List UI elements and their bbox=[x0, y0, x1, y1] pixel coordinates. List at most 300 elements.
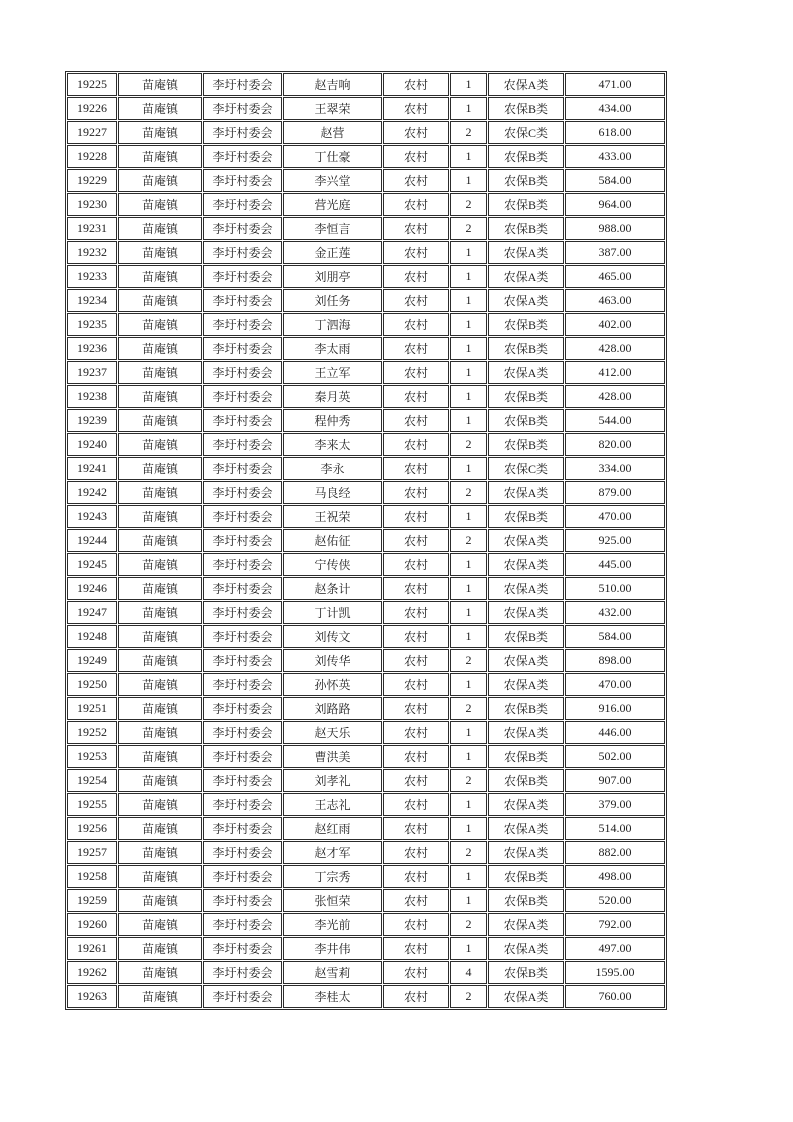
cell-village: 李圩村委会 bbox=[203, 889, 282, 912]
cell-insurance-class: 农保B类 bbox=[488, 865, 564, 888]
cell-village: 李圩村委会 bbox=[203, 985, 282, 1008]
table-row bbox=[67, 217, 665, 240]
cell-town: 苗庵镇 bbox=[118, 961, 202, 984]
table-row bbox=[67, 673, 665, 696]
cell-insurance-class: 农保A类 bbox=[488, 289, 564, 312]
cell-town: 苗庵镇 bbox=[118, 985, 202, 1008]
cell-town: 苗庵镇 bbox=[118, 841, 202, 864]
cell-town: 苗庵镇 bbox=[118, 937, 202, 960]
cell-insurance-class: 农保A类 bbox=[488, 793, 564, 816]
cell-amount: 520.00 bbox=[565, 889, 665, 912]
cell-record-id: 19247 bbox=[67, 601, 117, 624]
table-row bbox=[67, 625, 665, 648]
cell-insurance-class: 农保B类 bbox=[488, 217, 564, 240]
cell-town: 苗庵镇 bbox=[118, 649, 202, 672]
cell-person-name: 李来太 bbox=[283, 433, 382, 456]
cell-person-count: 1 bbox=[450, 625, 487, 648]
cell-insurance-class: 农保A类 bbox=[488, 577, 564, 600]
cell-person-name: 赵红雨 bbox=[283, 817, 382, 840]
cell-record-id: 19251 bbox=[67, 697, 117, 720]
cell-insurance-class: 农保B类 bbox=[488, 313, 564, 336]
cell-person-name: 曹洪美 bbox=[283, 745, 382, 768]
cell-residence-type: 农村 bbox=[383, 529, 449, 552]
cell-village: 李圩村委会 bbox=[203, 193, 282, 216]
cell-residence-type: 农村 bbox=[383, 625, 449, 648]
cell-amount: 412.00 bbox=[565, 361, 665, 384]
cell-person-count: 1 bbox=[450, 313, 487, 336]
cell-record-id: 19261 bbox=[67, 937, 117, 960]
cell-person-count: 1 bbox=[450, 145, 487, 168]
table-row bbox=[67, 169, 665, 192]
cell-town: 苗庵镇 bbox=[118, 457, 202, 480]
cell-person-name: 丁宗秀 bbox=[283, 865, 382, 888]
cell-residence-type: 农村 bbox=[383, 721, 449, 744]
cell-person-count: 1 bbox=[450, 937, 487, 960]
cell-record-id: 19257 bbox=[67, 841, 117, 864]
cell-insurance-class: 农保A类 bbox=[488, 937, 564, 960]
cell-village: 李圩村委会 bbox=[203, 457, 282, 480]
cell-person-name: 秦月英 bbox=[283, 385, 382, 408]
cell-record-id: 19256 bbox=[67, 817, 117, 840]
cell-record-id: 19231 bbox=[67, 217, 117, 240]
cell-amount: 584.00 bbox=[565, 625, 665, 648]
cell-village: 李圩村委会 bbox=[203, 481, 282, 504]
cell-person-name: 丁泗海 bbox=[283, 313, 382, 336]
table-row bbox=[67, 913, 665, 936]
cell-record-id: 19263 bbox=[67, 985, 117, 1008]
cell-amount: 463.00 bbox=[565, 289, 665, 312]
cell-town: 苗庵镇 bbox=[118, 769, 202, 792]
cell-amount: 434.00 bbox=[565, 97, 665, 120]
cell-town: 苗庵镇 bbox=[118, 337, 202, 360]
cell-residence-type: 农村 bbox=[383, 313, 449, 336]
cell-record-id: 19259 bbox=[67, 889, 117, 912]
cell-insurance-class: 农保B类 bbox=[488, 961, 564, 984]
cell-residence-type: 农村 bbox=[383, 385, 449, 408]
cell-residence-type: 农村 bbox=[383, 361, 449, 384]
cell-person-name: 赵佑征 bbox=[283, 529, 382, 552]
cell-town: 苗庵镇 bbox=[118, 145, 202, 168]
cell-town: 苗庵镇 bbox=[118, 217, 202, 240]
cell-person-count: 2 bbox=[450, 769, 487, 792]
cell-insurance-class: 农保A类 bbox=[488, 553, 564, 576]
cell-person-name: 王祝荣 bbox=[283, 505, 382, 528]
cell-person-count: 1 bbox=[450, 865, 487, 888]
cell-village: 李圩村委会 bbox=[203, 817, 282, 840]
cell-amount: 334.00 bbox=[565, 457, 665, 480]
cell-village: 李圩村委会 bbox=[203, 433, 282, 456]
table-row bbox=[67, 265, 665, 288]
cell-amount: 433.00 bbox=[565, 145, 665, 168]
cell-amount: 446.00 bbox=[565, 721, 665, 744]
cell-amount: 925.00 bbox=[565, 529, 665, 552]
cell-person-name: 马良经 bbox=[283, 481, 382, 504]
table-row bbox=[67, 985, 665, 1008]
cell-record-id: 19240 bbox=[67, 433, 117, 456]
cell-residence-type: 农村 bbox=[383, 193, 449, 216]
cell-amount: 514.00 bbox=[565, 817, 665, 840]
cell-person-name: 金正莲 bbox=[283, 241, 382, 264]
cell-record-id: 19235 bbox=[67, 313, 117, 336]
cell-record-id: 19244 bbox=[67, 529, 117, 552]
cell-person-count: 1 bbox=[450, 889, 487, 912]
cell-town: 苗庵镇 bbox=[118, 241, 202, 264]
cell-village: 李圩村委会 bbox=[203, 169, 282, 192]
cell-residence-type: 农村 bbox=[383, 673, 449, 696]
cell-insurance-class: 农保B类 bbox=[488, 193, 564, 216]
table-row bbox=[67, 193, 665, 216]
cell-insurance-class: 农保A类 bbox=[488, 985, 564, 1008]
cell-person-count: 2 bbox=[450, 913, 487, 936]
cell-person-count: 1 bbox=[450, 793, 487, 816]
cell-person-name: 刘传文 bbox=[283, 625, 382, 648]
table-row bbox=[67, 889, 665, 912]
cell-town: 苗庵镇 bbox=[118, 577, 202, 600]
cell-amount: 465.00 bbox=[565, 265, 665, 288]
cell-residence-type: 农村 bbox=[383, 649, 449, 672]
cell-residence-type: 农村 bbox=[383, 769, 449, 792]
cell-insurance-class: 农保B类 bbox=[488, 769, 564, 792]
cell-person-name: 李兴堂 bbox=[283, 169, 382, 192]
cell-record-id: 19241 bbox=[67, 457, 117, 480]
cell-residence-type: 农村 bbox=[383, 73, 449, 96]
cell-insurance-class: 农保A类 bbox=[488, 673, 564, 696]
table-row bbox=[67, 121, 665, 144]
cell-village: 李圩村委会 bbox=[203, 745, 282, 768]
cell-town: 苗庵镇 bbox=[118, 793, 202, 816]
cell-village: 李圩村委会 bbox=[203, 649, 282, 672]
cell-person-name: 孙怀英 bbox=[283, 673, 382, 696]
cell-insurance-class: 农保A类 bbox=[488, 481, 564, 504]
table-row bbox=[67, 241, 665, 264]
cell-insurance-class: 农保B类 bbox=[488, 409, 564, 432]
cell-residence-type: 农村 bbox=[383, 841, 449, 864]
cell-insurance-class: 农保A类 bbox=[488, 721, 564, 744]
table-row bbox=[67, 649, 665, 672]
cell-person-count: 1 bbox=[450, 289, 487, 312]
cell-record-id: 19228 bbox=[67, 145, 117, 168]
cell-village: 李圩村委会 bbox=[203, 769, 282, 792]
cell-insurance-class: 农保A类 bbox=[488, 649, 564, 672]
cell-insurance-class: 农保C类 bbox=[488, 121, 564, 144]
table-row bbox=[67, 481, 665, 504]
cell-person-name: 赵条计 bbox=[283, 577, 382, 600]
cell-record-id: 19249 bbox=[67, 649, 117, 672]
cell-person-count: 1 bbox=[450, 337, 487, 360]
cell-person-name: 刘孝礼 bbox=[283, 769, 382, 792]
cell-town: 苗庵镇 bbox=[118, 361, 202, 384]
cell-person-name: 张恒荣 bbox=[283, 889, 382, 912]
cell-residence-type: 农村 bbox=[383, 409, 449, 432]
cell-insurance-class: 农保A类 bbox=[488, 265, 564, 288]
cell-residence-type: 农村 bbox=[383, 505, 449, 528]
table-row bbox=[67, 865, 665, 888]
cell-person-name: 李桂太 bbox=[283, 985, 382, 1008]
cell-person-count: 2 bbox=[450, 649, 487, 672]
cell-record-id: 19225 bbox=[67, 73, 117, 96]
cell-residence-type: 农村 bbox=[383, 553, 449, 576]
cell-residence-type: 农村 bbox=[383, 697, 449, 720]
cell-record-id: 19233 bbox=[67, 265, 117, 288]
cell-amount: 387.00 bbox=[565, 241, 665, 264]
cell-record-id: 19258 bbox=[67, 865, 117, 888]
cell-person-name: 李井伟 bbox=[283, 937, 382, 960]
cell-amount: 898.00 bbox=[565, 649, 665, 672]
cell-insurance-class: 农保A类 bbox=[488, 841, 564, 864]
cell-record-id: 19253 bbox=[67, 745, 117, 768]
cell-village: 李圩村委会 bbox=[203, 361, 282, 384]
cell-insurance-class: 农保B类 bbox=[488, 625, 564, 648]
cell-town: 苗庵镇 bbox=[118, 553, 202, 576]
cell-residence-type: 农村 bbox=[383, 145, 449, 168]
cell-residence-type: 农村 bbox=[383, 601, 449, 624]
cell-village: 李圩村委会 bbox=[203, 841, 282, 864]
table-row bbox=[67, 961, 665, 984]
cell-residence-type: 农村 bbox=[383, 577, 449, 600]
cell-person-count: 1 bbox=[450, 361, 487, 384]
table-row bbox=[67, 457, 665, 480]
cell-person-count: 1 bbox=[450, 673, 487, 696]
cell-residence-type: 农村 bbox=[383, 97, 449, 120]
cell-record-id: 19246 bbox=[67, 577, 117, 600]
cell-person-name: 赵吉响 bbox=[283, 73, 382, 96]
cell-person-count: 1 bbox=[450, 97, 487, 120]
cell-residence-type: 农村 bbox=[383, 745, 449, 768]
cell-village: 李圩村委会 bbox=[203, 409, 282, 432]
cell-amount: 470.00 bbox=[565, 505, 665, 528]
cell-person-count: 1 bbox=[450, 409, 487, 432]
cell-person-name: 李恒言 bbox=[283, 217, 382, 240]
cell-village: 李圩村委会 bbox=[203, 289, 282, 312]
table-row bbox=[67, 97, 665, 120]
cell-amount: 907.00 bbox=[565, 769, 665, 792]
cell-person-count: 1 bbox=[450, 457, 487, 480]
cell-amount: 879.00 bbox=[565, 481, 665, 504]
cell-insurance-class: 农保B类 bbox=[488, 697, 564, 720]
cell-person-count: 2 bbox=[450, 985, 487, 1008]
cell-town: 苗庵镇 bbox=[118, 409, 202, 432]
cell-town: 苗庵镇 bbox=[118, 673, 202, 696]
cell-insurance-class: 农保B类 bbox=[488, 745, 564, 768]
cell-person-count: 1 bbox=[450, 553, 487, 576]
cell-town: 苗庵镇 bbox=[118, 265, 202, 288]
cell-residence-type: 农村 bbox=[383, 457, 449, 480]
cell-village: 李圩村委会 bbox=[203, 721, 282, 744]
cell-residence-type: 农村 bbox=[383, 985, 449, 1008]
cell-village: 李圩村委会 bbox=[203, 145, 282, 168]
table-row bbox=[67, 529, 665, 552]
cell-insurance-class: 农保B类 bbox=[488, 169, 564, 192]
cell-town: 苗庵镇 bbox=[118, 97, 202, 120]
cell-village: 李圩村委会 bbox=[203, 385, 282, 408]
cell-village: 李圩村委会 bbox=[203, 913, 282, 936]
cell-person-count: 2 bbox=[450, 193, 487, 216]
cell-insurance-class: 农保C类 bbox=[488, 457, 564, 480]
payment-roster-table bbox=[65, 71, 667, 1010]
cell-town: 苗庵镇 bbox=[118, 193, 202, 216]
table-row bbox=[67, 793, 665, 816]
cell-person-count: 1 bbox=[450, 601, 487, 624]
cell-town: 苗庵镇 bbox=[118, 121, 202, 144]
cell-village: 李圩村委会 bbox=[203, 121, 282, 144]
cell-person-count: 1 bbox=[450, 265, 487, 288]
cell-town: 苗庵镇 bbox=[118, 73, 202, 96]
cell-amount: 432.00 bbox=[565, 601, 665, 624]
table-row bbox=[67, 433, 665, 456]
cell-person-name: 王志礼 bbox=[283, 793, 382, 816]
table-row bbox=[67, 553, 665, 576]
cell-residence-type: 农村 bbox=[383, 937, 449, 960]
cell-town: 苗庵镇 bbox=[118, 433, 202, 456]
table-row bbox=[67, 817, 665, 840]
cell-person-count: 1 bbox=[450, 241, 487, 264]
cell-residence-type: 农村 bbox=[383, 289, 449, 312]
cell-residence-type: 农村 bbox=[383, 961, 449, 984]
table-row bbox=[67, 337, 665, 360]
cell-amount: 470.00 bbox=[565, 673, 665, 696]
cell-town: 苗庵镇 bbox=[118, 505, 202, 528]
cell-insurance-class: 农保A类 bbox=[488, 529, 564, 552]
cell-amount: 471.00 bbox=[565, 73, 665, 96]
cell-record-id: 19260 bbox=[67, 913, 117, 936]
table-row bbox=[67, 73, 665, 96]
cell-insurance-class: 农保B类 bbox=[488, 433, 564, 456]
cell-record-id: 19254 bbox=[67, 769, 117, 792]
cell-person-name: 营光庭 bbox=[283, 193, 382, 216]
table-row bbox=[67, 721, 665, 744]
cell-insurance-class: 农保A类 bbox=[488, 913, 564, 936]
cell-village: 李圩村委会 bbox=[203, 553, 282, 576]
cell-village: 李圩村委会 bbox=[203, 961, 282, 984]
cell-amount: 882.00 bbox=[565, 841, 665, 864]
cell-village: 李圩村委会 bbox=[203, 265, 282, 288]
cell-person-count: 2 bbox=[450, 217, 487, 240]
cell-residence-type: 农村 bbox=[383, 241, 449, 264]
table-row bbox=[67, 361, 665, 384]
cell-person-name: 王翠荣 bbox=[283, 97, 382, 120]
cell-person-name: 刘路路 bbox=[283, 697, 382, 720]
cell-person-count: 1 bbox=[450, 73, 487, 96]
cell-person-name: 丁仕豪 bbox=[283, 145, 382, 168]
cell-amount: 584.00 bbox=[565, 169, 665, 192]
cell-residence-type: 农村 bbox=[383, 433, 449, 456]
cell-town: 苗庵镇 bbox=[118, 865, 202, 888]
cell-record-id: 19262 bbox=[67, 961, 117, 984]
cell-residence-type: 农村 bbox=[383, 889, 449, 912]
cell-person-name: 李太雨 bbox=[283, 337, 382, 360]
cell-village: 李圩村委会 bbox=[203, 601, 282, 624]
roster-table-body bbox=[67, 73, 665, 1008]
cell-village: 李圩村委会 bbox=[203, 217, 282, 240]
table-row bbox=[67, 577, 665, 600]
cell-insurance-class: 农保A类 bbox=[488, 241, 564, 264]
cell-village: 李圩村委会 bbox=[203, 793, 282, 816]
cell-insurance-class: 农保B类 bbox=[488, 505, 564, 528]
cell-amount: 820.00 bbox=[565, 433, 665, 456]
cell-residence-type: 农村 bbox=[383, 337, 449, 360]
cell-person-count: 2 bbox=[450, 481, 487, 504]
cell-insurance-class: 农保A类 bbox=[488, 361, 564, 384]
cell-insurance-class: 农保B类 bbox=[488, 97, 564, 120]
cell-record-id: 19236 bbox=[67, 337, 117, 360]
cell-person-count: 1 bbox=[450, 505, 487, 528]
cell-village: 李圩村委会 bbox=[203, 625, 282, 648]
table-row bbox=[67, 289, 665, 312]
cell-insurance-class: 农保A类 bbox=[488, 817, 564, 840]
cell-person-count: 1 bbox=[450, 817, 487, 840]
cell-person-name: 王立军 bbox=[283, 361, 382, 384]
cell-person-count: 2 bbox=[450, 433, 487, 456]
cell-person-count: 1 bbox=[450, 577, 487, 600]
cell-amount: 428.00 bbox=[565, 385, 665, 408]
cell-amount: 510.00 bbox=[565, 577, 665, 600]
cell-record-id: 19250 bbox=[67, 673, 117, 696]
cell-record-id: 19243 bbox=[67, 505, 117, 528]
cell-record-id: 19234 bbox=[67, 289, 117, 312]
cell-town: 苗庵镇 bbox=[118, 721, 202, 744]
cell-town: 苗庵镇 bbox=[118, 889, 202, 912]
cell-village: 李圩村委会 bbox=[203, 529, 282, 552]
cell-town: 苗庵镇 bbox=[118, 481, 202, 504]
cell-residence-type: 农村 bbox=[383, 265, 449, 288]
cell-village: 李圩村委会 bbox=[203, 313, 282, 336]
cell-insurance-class: 农保A类 bbox=[488, 601, 564, 624]
cell-record-id: 19252 bbox=[67, 721, 117, 744]
cell-residence-type: 农村 bbox=[383, 793, 449, 816]
cell-record-id: 19239 bbox=[67, 409, 117, 432]
cell-residence-type: 农村 bbox=[383, 217, 449, 240]
cell-residence-type: 农村 bbox=[383, 481, 449, 504]
cell-record-id: 19237 bbox=[67, 361, 117, 384]
cell-record-id: 19242 bbox=[67, 481, 117, 504]
cell-town: 苗庵镇 bbox=[118, 697, 202, 720]
cell-person-name: 刘传华 bbox=[283, 649, 382, 672]
cell-amount: 379.00 bbox=[565, 793, 665, 816]
cell-village: 李圩村委会 bbox=[203, 937, 282, 960]
cell-record-id: 19245 bbox=[67, 553, 117, 576]
cell-residence-type: 农村 bbox=[383, 121, 449, 144]
cell-record-id: 19226 bbox=[67, 97, 117, 120]
cell-town: 苗庵镇 bbox=[118, 601, 202, 624]
cell-insurance-class: 农保B类 bbox=[488, 145, 564, 168]
cell-amount: 498.00 bbox=[565, 865, 665, 888]
table-row bbox=[67, 601, 665, 624]
cell-amount: 792.00 bbox=[565, 913, 665, 936]
cell-village: 李圩村委会 bbox=[203, 97, 282, 120]
cell-town: 苗庵镇 bbox=[118, 529, 202, 552]
cell-residence-type: 农村 bbox=[383, 865, 449, 888]
cell-person-count: 2 bbox=[450, 697, 487, 720]
cell-person-name: 李光前 bbox=[283, 913, 382, 936]
cell-insurance-class: 农保B类 bbox=[488, 889, 564, 912]
cell-person-count: 2 bbox=[450, 841, 487, 864]
cell-person-name: 刘任务 bbox=[283, 289, 382, 312]
table-row bbox=[67, 313, 665, 336]
cell-town: 苗庵镇 bbox=[118, 817, 202, 840]
table-row bbox=[67, 145, 665, 168]
table-row bbox=[67, 937, 665, 960]
cell-record-id: 19227 bbox=[67, 121, 117, 144]
cell-amount: 988.00 bbox=[565, 217, 665, 240]
cell-person-name: 赵雪莉 bbox=[283, 961, 382, 984]
cell-insurance-class: 农保B类 bbox=[488, 385, 564, 408]
cell-person-count: 1 bbox=[450, 169, 487, 192]
cell-record-id: 19229 bbox=[67, 169, 117, 192]
cell-town: 苗庵镇 bbox=[118, 169, 202, 192]
cell-person-name: 赵营 bbox=[283, 121, 382, 144]
cell-amount: 445.00 bbox=[565, 553, 665, 576]
cell-residence-type: 农村 bbox=[383, 169, 449, 192]
